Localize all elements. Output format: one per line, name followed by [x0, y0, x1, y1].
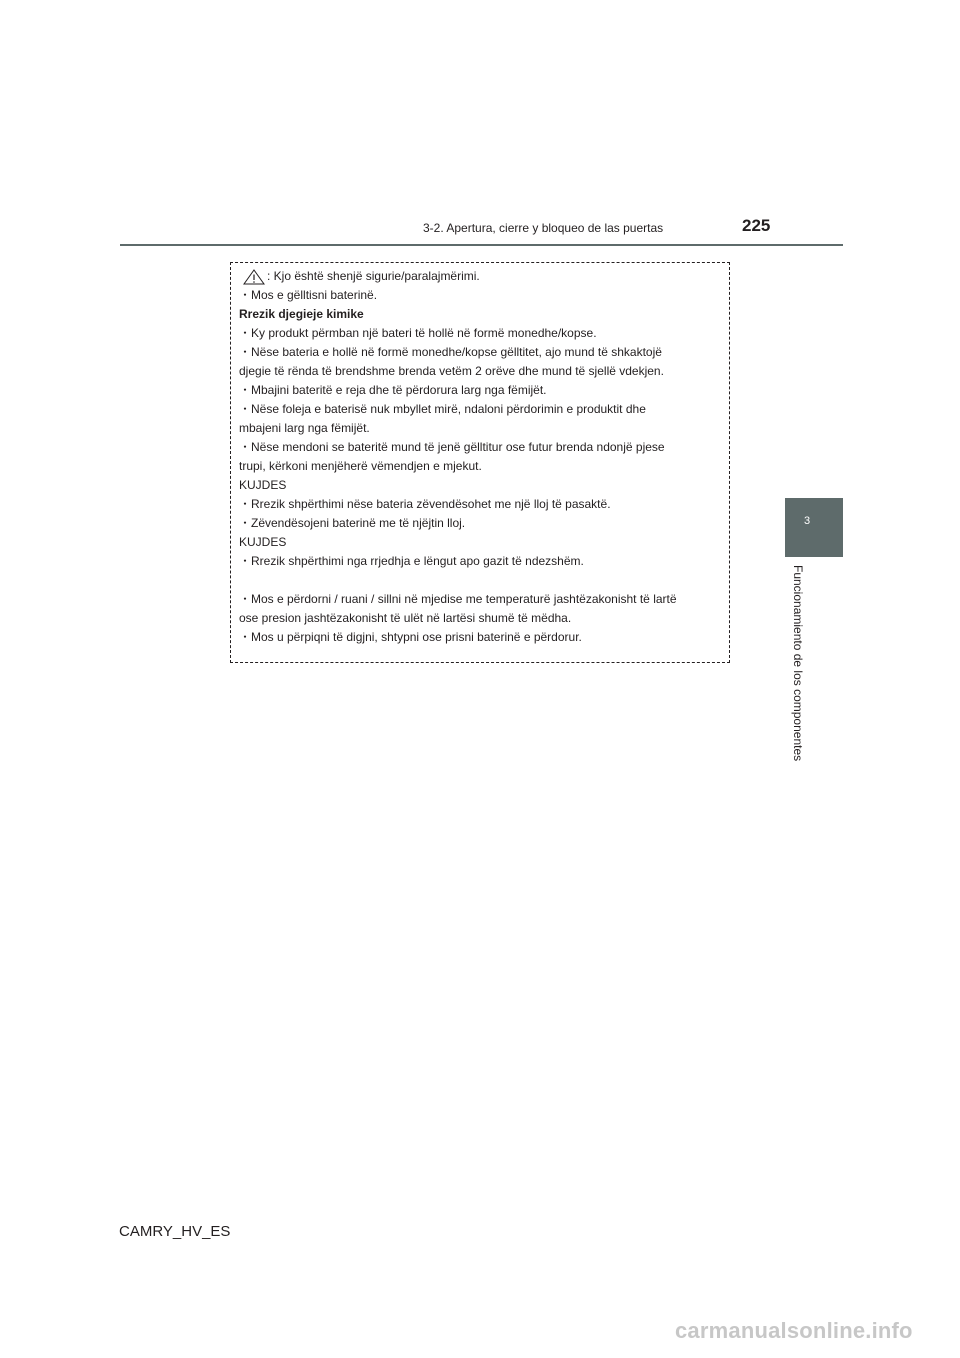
warning-line: ・Nëse bateria e hollë në formë monedhe/kopse gëlltitet, ajo mund të shkaktojë [239, 345, 662, 359]
warning-line: ・Mos e gëlltisni baterinë. [239, 288, 378, 302]
warning-line: ・Rrezik shpërthimi nëse bateria zëvendësohet me një lloj të pasaktë. [239, 497, 611, 511]
watermark-text: carmanualsonline.info [675, 1318, 913, 1343]
section-title: 3-2. Apertura, cierre y bloqueo de las puertas [423, 221, 664, 235]
warning-triangle-icon [243, 269, 265, 285]
warning-line: ・Zëvendësojeni baterinë me të njëjtin lloj. [239, 516, 466, 530]
caution-heading: KUJDES [239, 535, 287, 549]
battery-warning-box [230, 262, 730, 663]
warning-symbol-line [239, 267, 721, 286]
warning-line: mbajeni larg nga fëmijët. [239, 421, 370, 435]
warning-line: trupi, kërkoni menjëherë vëmendjen e mjekut. [239, 459, 482, 473]
chapter-title: Funcionamiento de los componentes [791, 565, 805, 762]
caution-heading: KUJDES [239, 478, 287, 492]
warning-line: ・Nëse foleja e baterisë nuk mbyllet mirë, ndaloni përdorimin e produktit dhe [239, 402, 646, 416]
spacer [239, 571, 721, 590]
warning-line: djegie të rënda të brendshme brenda vetëm 2 orëve dhe mund të sjellë vdekjen. [239, 364, 664, 378]
warning-line: ・Rrezik shpërthimi nga rrjedhja e lëngut apo gazit të ndezshëm. [239, 554, 584, 568]
warning-line: ・Mbajini bateritë e reja dhe të përdorura larg nga fëmijët. [239, 383, 547, 397]
warning-line: ・Mos e përdorni / ruani / sillni në mjedise me temperaturë jashtëzakonisht të lartë [239, 592, 677, 606]
warning-line: ose presion jashtëzakonisht të ulët në lartësi shumë të mëdha. [239, 611, 572, 625]
chapter-tab [785, 498, 843, 557]
warning-symbol-text: : Kjo është shenjë sigurie/paralajmërimi. [267, 269, 480, 283]
chapter-number: 3 [804, 515, 811, 527]
header-divider [120, 244, 843, 246]
warning-line: ・Nëse mendoni se bateritë mund të jenë gëlltitur ose futur brenda ndonjë pjese [239, 440, 665, 454]
page-number: 225 [742, 216, 771, 235]
warning-line: ・Mos u përpiqni të digjni, shtypni ose prisni baterinë e përdorur. [239, 630, 582, 644]
warning-heading-chemical-burn: Rrezik djegieje kimike [239, 307, 364, 321]
model-code: CAMRY_HV_ES [119, 1223, 231, 1240]
warning-line: ・Ky produkt përmban një bateri të hollë në formë monedhe/kopse. [239, 326, 597, 340]
